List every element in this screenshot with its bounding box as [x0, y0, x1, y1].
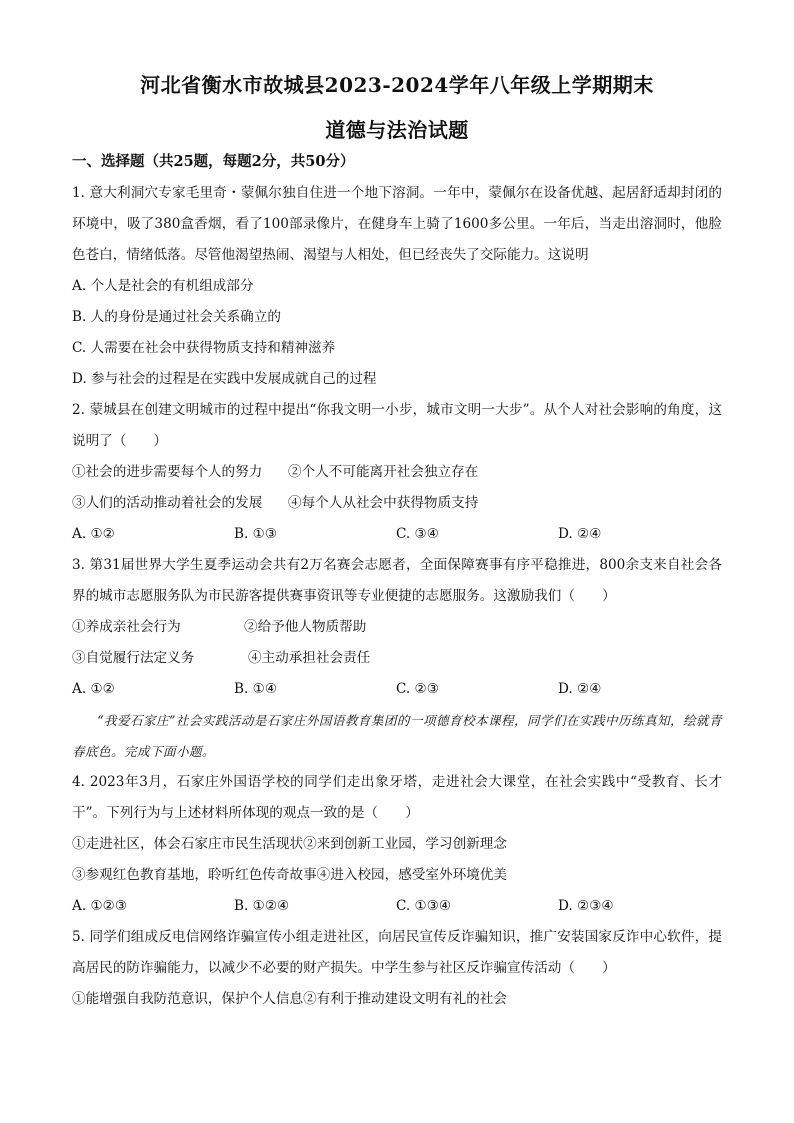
question-3-statements-row-2 — [72, 643, 722, 674]
question-3-statement-4: ④主动承担社会责任 — [248, 650, 371, 666]
question-4-options — [72, 891, 722, 922]
question-2-option-d: D. ②④ — [558, 526, 602, 542]
question-4-stem: 4. 2023年3月，石家庄外国语学校的同学们走出象牙塔，走进社会大课堂，在社会实践中“受教育、长才干”。下列行为与上述材料所体现的观点一致的是（ ） — [72, 774, 722, 821]
question-5-stem: 5. 同学们组成反电信网络诈骗宣传小组走进社区，向居民宣传反诈骗知识，推广安装国家反诈中心软件，提高居民的防诈骗能力，以减少不必要的财产损失。中学生参与社区反诈骗宣传活动（ ） — [72, 929, 722, 976]
question-2-statements-row-1 — [72, 457, 722, 488]
question-3-stem: 3. 第31届世界大学生夏季运动会共有2万名赛会志愿者，全面保障赛事有序平稳推进，800余支来自社会各界的城市志愿服务队为市民游客提供赛事资讯等专业便捷的志愿服务。这激励我们（ ） — [72, 557, 722, 604]
question-4-option-c: C. ①③④ — [396, 898, 452, 914]
question-list — [72, 178, 722, 1015]
question-3-option-d: D. ②④ — [558, 681, 602, 697]
question-2-statement-2: ②个人不可能离开社会独立存在 — [288, 464, 479, 480]
question-1-option-a: A. 个人是社会的有机组成部分 — [72, 278, 254, 294]
question-3-option-c: C. ②③ — [396, 681, 439, 697]
question-2-options — [72, 519, 722, 550]
question-4-statements-row-2: ③参观红色教育基地，聆听红色传奇故事④进入校园，感受室外环境优美 — [72, 867, 507, 883]
question-2-stem: 2. 蒙城县在创建文明城市的过程中提出“你我文明一小步，城市文明一大步”。从个人对社会影响的角度，这说明了（ ） — [72, 402, 722, 449]
question-3-statement-1: ①养成亲社会行为 — [72, 619, 181, 635]
question-1-stem: 1. 意大利洞穴专家毛里奇・蒙佩尔独自住进一个地下溶洞。一年中，蒙佩尔在设备优越、起居舒适却封闭的环境中，吸了380盒香烟，看了100部录像片，在健身车上骑了1600多公里。一年后，当走出溶洞时，他脸色苍白，情绪低落。尽管他渴望热闹、渴望与人相处，但已经丧失了交际能力。这说明 — [72, 185, 722, 263]
question-3-option-a: A. ①② — [72, 681, 115, 697]
question-3-statement-2: ②给予他人物质帮助 — [244, 619, 367, 635]
question-2-statement-3: ③人们的活动推动着社会的发展 — [72, 495, 263, 511]
question-1-option-d: D. 参与社会的过程是在实践中发展成就自己的过程 — [72, 371, 377, 387]
question-4-option-d: D. ②③④ — [558, 898, 614, 914]
question-2-statement-4: ④每个人从社会中获得物质支持 — [288, 495, 479, 511]
question-2-statements-row-2 — [72, 488, 722, 519]
question-3-options — [72, 674, 722, 705]
question-2-statement-1: ①社会的进步需要每个人的努力 — [72, 464, 263, 480]
question-2-option-b: B. ①③ — [234, 526, 278, 542]
question-2-option-c: C. ③④ — [396, 526, 439, 542]
question-1-option-b: B. 人的身份是通过社会关系确立的 — [72, 309, 281, 325]
question-2-option-a: A. ①② — [72, 526, 115, 542]
question-4-option-a: A. ①②③ — [72, 898, 128, 914]
section-heading: 一、选择题（共25题，每题2分，共50分） — [72, 153, 355, 170]
question-5-statements-row-1: ①能增强自我防范意识，保护个人信息②有利于推动建设文明有礼的社会 — [72, 991, 507, 1007]
question-4-statements-row-1: ①走进社区，体会石家庄市民生活现状②来到创新工业园，学习创新理念 — [72, 836, 507, 852]
question-3-statement-3: ③自觉履行法定义务 — [72, 650, 195, 666]
shared-material-text: “我爱石家庄”社会实践活动是石家庄外国语教育集团的一项德育校本课程，同学们在实践中历练真知，绘就青春底色。完成下面小题。 — [72, 713, 722, 759]
exam-subtitle: 道德与法治试题 — [325, 118, 469, 142]
exam-title: 河北省衡水市故城县2023-2024学年八年级上学期期末 — [140, 73, 654, 97]
question-1-option-c: C. 人需要在社会中获得物质支持和精神滋养 — [72, 340, 336, 356]
question-4-option-b: B. ①②④ — [234, 898, 290, 914]
question-3-statements-row-1 — [72, 612, 722, 643]
question-3-option-b: B. ①④ — [234, 681, 278, 697]
